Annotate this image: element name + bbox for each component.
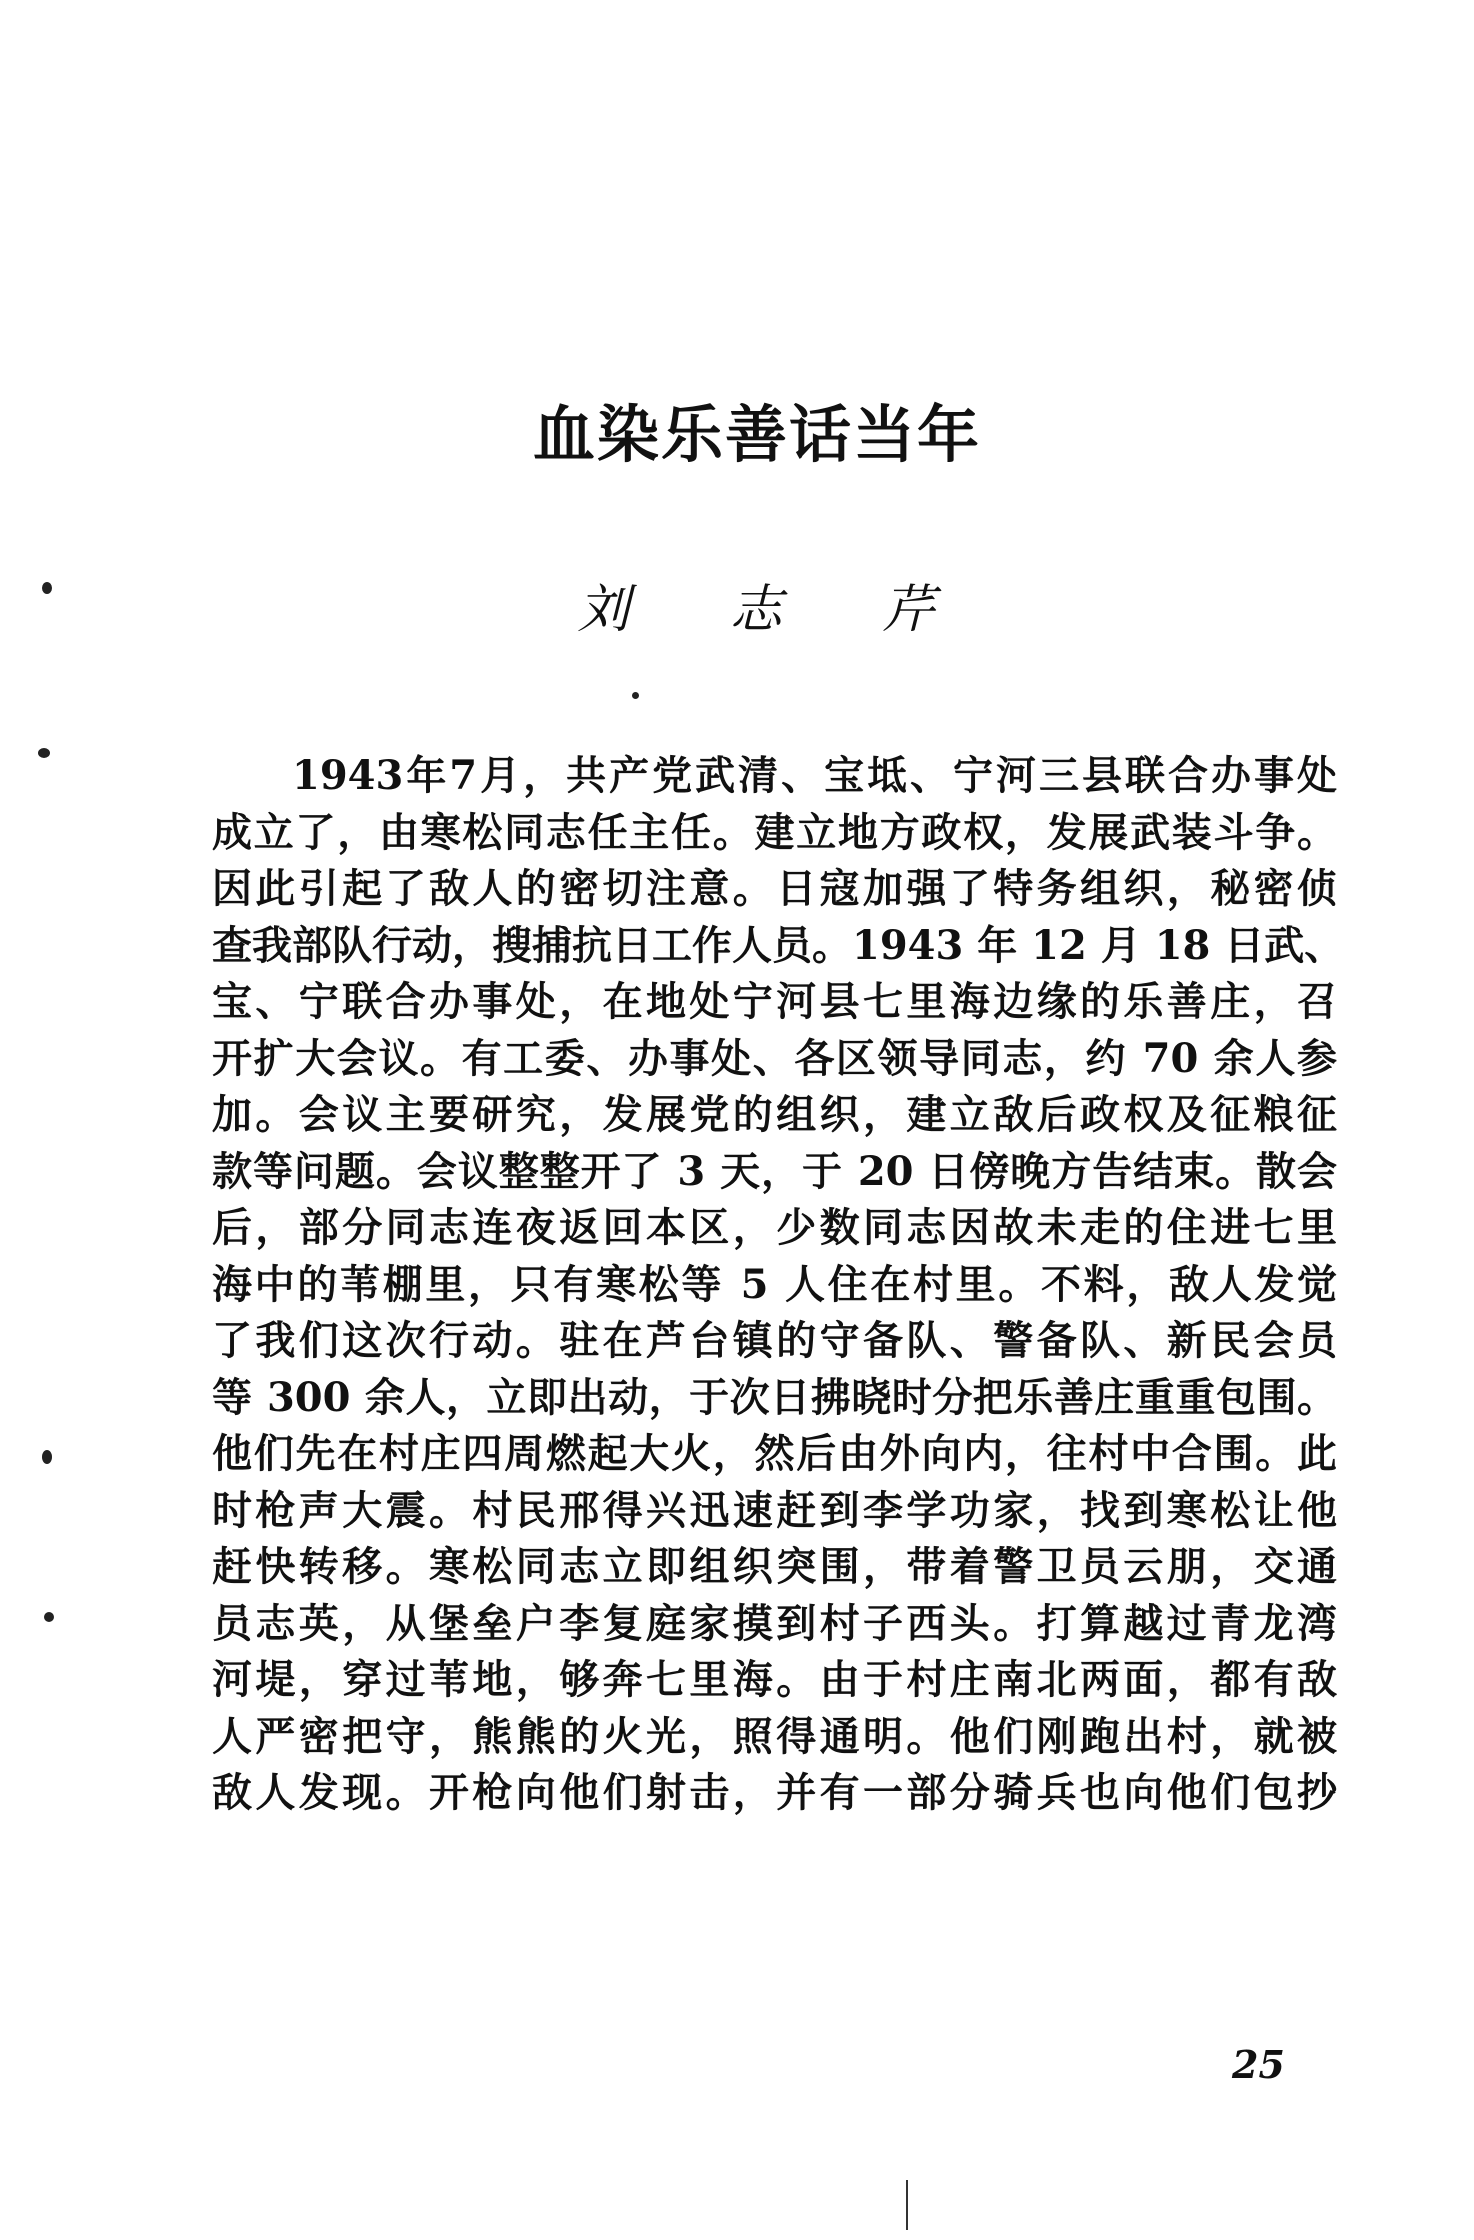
- body-line: 款等问题。会议整整开了 3 天，于 20 日傍晚方告结束。散会: [212, 1147, 1337, 1195]
- article-body: [212, 748, 1345, 1822]
- scan-speck: [44, 1612, 54, 1622]
- body-line: 加。会议主要研究，发展党的组织，建立敌后政权及征粮征: [212, 1091, 1337, 1138]
- body-line: 敌人发现。开枪向他们射击，并有一部分骑兵也向他们包抄: [212, 1769, 1337, 1816]
- scan-speck: [632, 692, 639, 699]
- body-line: 时枪声大震。村民邢得兴迅速赶到李学功家，找到寒松让他: [212, 1486, 1337, 1534]
- body-line: 员志英，从堡垒户李复庭家摸到村子西头。打算越过青龙湾: [212, 1599, 1337, 1647]
- binding-edge: [906, 2180, 908, 2230]
- body-line: 人严密把守，熊熊的火光，照得通明。他们刚跑出村，就被: [212, 1712, 1337, 1760]
- body-line: 河堤，穿过苇地，够奔七里海。由于村庄南北两面，都有敌: [212, 1656, 1337, 1703]
- scan-speck: [42, 1450, 52, 1464]
- article-author: 刘 志 芹: [577, 580, 977, 640]
- scan-speck: [38, 748, 50, 758]
- body-line: 开扩大会议。有工委、办事处、各区领导同志，约 70 余人参: [212, 1034, 1337, 1082]
- body-line: 成立了，由寒松同志任主任。建立地方政权，发展武装斗争。: [212, 808, 1337, 856]
- body-line: 了我们这次行动。驻在芦台镇的守备队、警备队、新民会员: [212, 1317, 1337, 1364]
- body-line: 海中的苇棚里，只有寒松等 5 人住在村里。不料，敌人发觉: [212, 1260, 1337, 1308]
- body-line: 赶快转移。寒松同志立即组织突围，带着警卫员云朋，交通: [212, 1543, 1337, 1590]
- body-line: 因此引起了敌人的密切注意。日寇加强了特务组织，秘密侦: [212, 865, 1337, 912]
- body-line: 后，部分同志连夜返回本区，少数同志因故未走的住进七里: [212, 1204, 1337, 1251]
- body-line: 查我部队行动，搜捕抗日工作人员。1943 年 12 月 18 日武、: [212, 921, 1345, 969]
- body-line: 1943年7月，共产党武清、宝坻、宁河三县联合办事处: [292, 752, 1337, 799]
- body-line: 宝、宁联合办事处，在地处宁河县七里海边缘的乐善庄，召: [212, 978, 1337, 1025]
- article-title: 血染乐善话当年: [532, 398, 981, 471]
- body-line: 等 300 余人，立即出动，于次日拂晓时分把乐善庄重重包围。: [212, 1373, 1337, 1421]
- body-line: 他们先在村庄四周燃起大火，然后由外向内，往村中合围。此: [212, 1430, 1337, 1477]
- page-number: 25: [1232, 2042, 1285, 2087]
